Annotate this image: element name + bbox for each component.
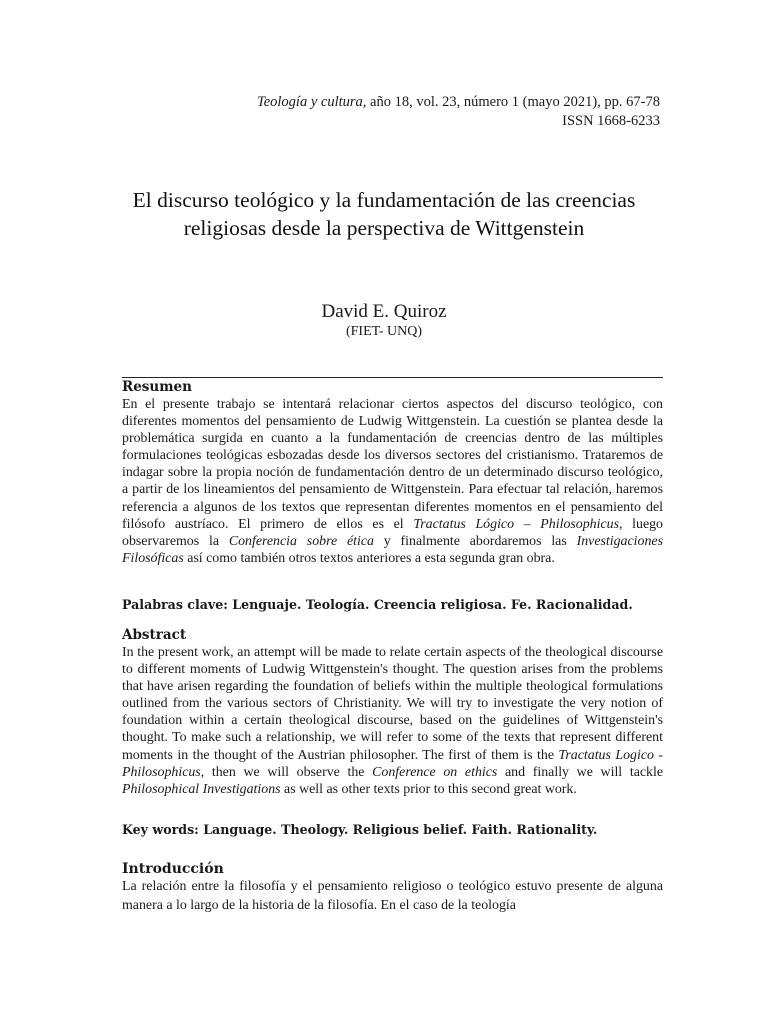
abstract-text-part: In the present work, an attempt will be made to relate certain aspects of the theological discourse to different moments of Ludwig Wittgenstein's thought. The question arises from the problems that have arisen regarding the foundation of beliefs within the multiple theological formulations outlined from the various sectors of Christianity. We will try to investigate the very notion of foundation within a certain theological discourse, based on the guidelines of Wittgenstein's thought. To make such a relationship, we will refer to some of the texts that represent different moments in the thought of the Austrian philosopher. The first of them is the [122,645,663,763]
abstract-text-part: and finally we will tackle [497,764,664,780]
abstract-italic-title: Philosophical Investigations [122,781,281,797]
issn: ISSN 1668-6233 [562,113,660,129]
resumen-italic-title: Conferencia sobre ética [228,533,374,549]
journal-name: Teología y cultura, [256,94,367,110]
abstract-heading: Abstract [122,627,187,643]
section-divider [122,377,663,378]
resumen-keywords: Palabras clave: Lenguaje. Teología. Creencia religiosa. Fe. Racionalidad. [122,597,633,612]
abstract-italic-title: Conference on ethics [372,764,498,780]
abstract-text [122,644,663,798]
resumen-italic-title: Tractatus Lógico – Philosophicus [413,516,620,532]
abstract-text-part: as well as other texts prior to this second great work. [280,781,577,797]
journal-citation [100,93,660,112]
resumen-text-part: así como también otros textos anteriores a esta segunda gran obra. [183,550,555,566]
journal-header [100,93,660,131]
resumen-section [122,379,663,567]
abstract-keywords: Key words: Language. Theology. Religious belief. Faith. Rationality. [122,822,598,837]
resumen-text-part: , luego observaremos la [122,516,664,549]
abstract-text-part: , then we will observe the [200,764,373,780]
author-affiliation: (FIET- UNQ) [345,324,423,339]
introduccion-section [122,861,663,915]
introduccion-heading: Introducción [122,861,224,877]
resumen-text [122,396,663,567]
author-name: David E. Quiroz [321,301,447,322]
introduccion-text: La relación entre la filosofía y el pensamiento religioso o teológico estuvo presente de alguna manera a lo largo de la historia de la filosofía. En el caso de la teología [122,879,663,913]
journal-details: año 18, vol. 23, número 1 (mayo 2021), pp. 67-78 [366,94,660,110]
abstract-italic-title: Tractatus Logico - Philosophicus [122,747,663,780]
resumen-text-part: En el presente trabajo se intentará relacionar ciertos aspectos del discurso teológico, con diferentes momentos del pensamiento de Ludwig Wittgenstein. La cuestión se plantea desde la problemática surgida en cuanto a la fundamentación de creencias dentro de las múltiples formulaciones teológicas esbozadas desde los diversos sectores del cristianismo. Trataremos de indagar sobre la propia noción de fundamentación dentro de un determinado discurso teológico, a partir de los lineamientos del pensamiento de Wittgenstein. Para efectuar tal relación, haremos referencia a algunos de los textos que representan diferentes momentos en el pensamiento del filósofo austríaco. El primero de ellos es el [122,397,663,532]
resumen-heading: Resumen [122,379,192,395]
resumen-text-part: y finalmente abordaremos las [373,533,577,549]
article-title: El discurso teológico y la fundamentación de las creencias religiosas desde la perspectiva de Wittgenstein [132,188,636,240]
abstract-section [122,627,663,798]
resumen-italic-title: Investigaciones Filosóficas [122,533,663,566]
